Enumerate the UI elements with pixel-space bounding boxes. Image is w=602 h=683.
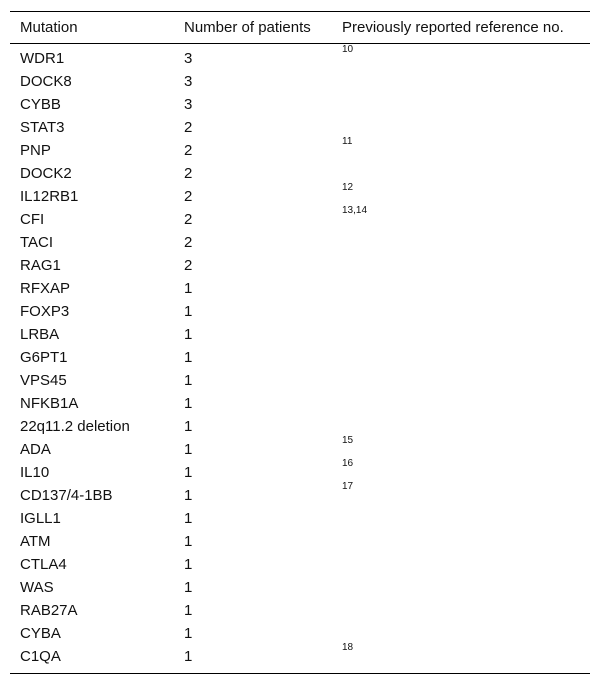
table-row [10,599,590,622]
table-row [10,323,590,346]
table-row [10,116,590,139]
cell-mutation: DOCK2 [20,165,72,182]
cell-mutation: RAG1 [20,257,61,274]
cell-mutation: LRBA [20,326,60,343]
cell-number-of-patients: 1 [184,648,193,665]
table-row [10,136,590,162]
cell-number-of-patients: 2 [184,142,193,159]
table-row [10,642,590,668]
cell-mutation: CYBA [20,625,61,642]
cell-mutation: ADA [20,441,51,458]
cell-mutation: WDR1 [20,50,65,67]
reference-superscript: 10 [342,44,354,55]
table-row [10,254,590,277]
cell-mutation: RAB27A [20,602,78,619]
cell-mutation: C1QA [20,648,61,665]
reference-superscript: 13,14 [342,205,368,216]
cell-mutation: WAS [20,579,54,596]
cell-reference [332,44,590,70]
table-row [10,231,590,254]
reference-superscript: 17 [342,481,354,492]
cell-reference [332,136,590,162]
table-row [10,277,590,300]
cell-number-of-patients: 2 [184,188,193,205]
cell-mutation: IL12RB1 [20,188,79,205]
header-number-of-patients: Number of patients [184,19,311,36]
cell-number-of-patients: 1 [184,602,193,619]
cell-mutation: 22q11.2 deletion [20,418,130,435]
reference-superscript: 16 [342,458,354,469]
cell-mutation: TACI [20,234,54,251]
cell-number-of-patients: 1 [184,349,193,366]
cell-number-of-patients: 1 [184,533,193,550]
cell-number-of-patients: 2 [184,211,193,228]
cell-mutation: IL10 [20,464,50,481]
table-row [10,458,590,484]
cell-mutation: CYBB [20,96,61,113]
table-row [10,507,590,530]
cell-number-of-patients: 1 [184,579,193,596]
cell-number-of-patients: 2 [184,119,193,136]
cell-mutation: CTLA4 [20,556,67,573]
cell-mutation: CD137/4-1BB [20,487,113,504]
header-mutation: Mutation [20,19,78,36]
table-row [10,622,590,645]
cell-mutation: IGLL1 [20,510,61,527]
header-reference-no: Previously reported reference no. [342,19,564,36]
table-header-row [10,12,590,43]
cell-reference [332,205,590,231]
table-row [10,576,590,599]
cell-mutation: STAT3 [20,119,65,136]
cell-number-of-patients: 1 [184,556,193,573]
table-bottom-rule [10,673,590,674]
cell-reference [332,458,590,484]
reference-superscript: 18 [342,642,354,653]
cell-mutation: ATM [20,533,51,550]
reference-superscript: 11 [342,136,353,147]
cell-number-of-patients: 1 [184,418,193,435]
cell-number-of-patients: 2 [184,234,193,251]
cell-mutation: RFXAP [20,280,71,297]
cell-number-of-patients: 2 [184,165,193,182]
cell-number-of-patients: 1 [184,326,193,343]
table-row [10,392,590,415]
reference-superscript: 15 [342,435,354,446]
table-body [10,44,590,673]
table-row [10,300,590,323]
table-row [10,481,590,507]
reference-superscript: 12 [342,182,354,193]
table-row [10,553,590,576]
cell-mutation: NFKB1A [20,395,79,412]
cell-number-of-patients: 1 [184,510,193,527]
table-row [10,182,590,208]
cell-number-of-patients: 1 [184,395,193,412]
cell-reference [332,182,590,208]
cell-number-of-patients: 1 [184,625,193,642]
cell-reference [332,642,590,668]
cell-mutation: FOXP3 [20,303,70,320]
cell-mutation: VPS45 [20,372,67,389]
table-row [10,435,590,461]
cell-number-of-patients: 1 [184,487,193,504]
table-row [10,93,590,116]
table-row [10,415,590,438]
table-row [10,369,590,392]
cell-number-of-patients: 3 [184,50,193,67]
cell-number-of-patients: 1 [184,464,193,481]
cell-mutation: DOCK8 [20,73,72,90]
mutation-table [10,11,590,674]
cell-number-of-patients: 3 [184,73,193,90]
cell-number-of-patients: 1 [184,441,193,458]
cell-reference [332,481,590,507]
cell-mutation: PNP [20,142,51,159]
table-row [10,70,590,93]
cell-number-of-patients: 1 [184,372,193,389]
table-row [10,530,590,553]
cell-number-of-patients: 3 [184,96,193,113]
cell-number-of-patients: 1 [184,280,193,297]
cell-mutation: G6PT1 [20,349,68,366]
cell-number-of-patients: 2 [184,257,193,274]
cell-reference [332,435,590,461]
table-row [10,162,590,185]
table-row [10,44,590,70]
cell-mutation: CFI [20,211,45,228]
cell-number-of-patients: 1 [184,303,193,320]
table-row [10,346,590,369]
table-row [10,205,590,231]
